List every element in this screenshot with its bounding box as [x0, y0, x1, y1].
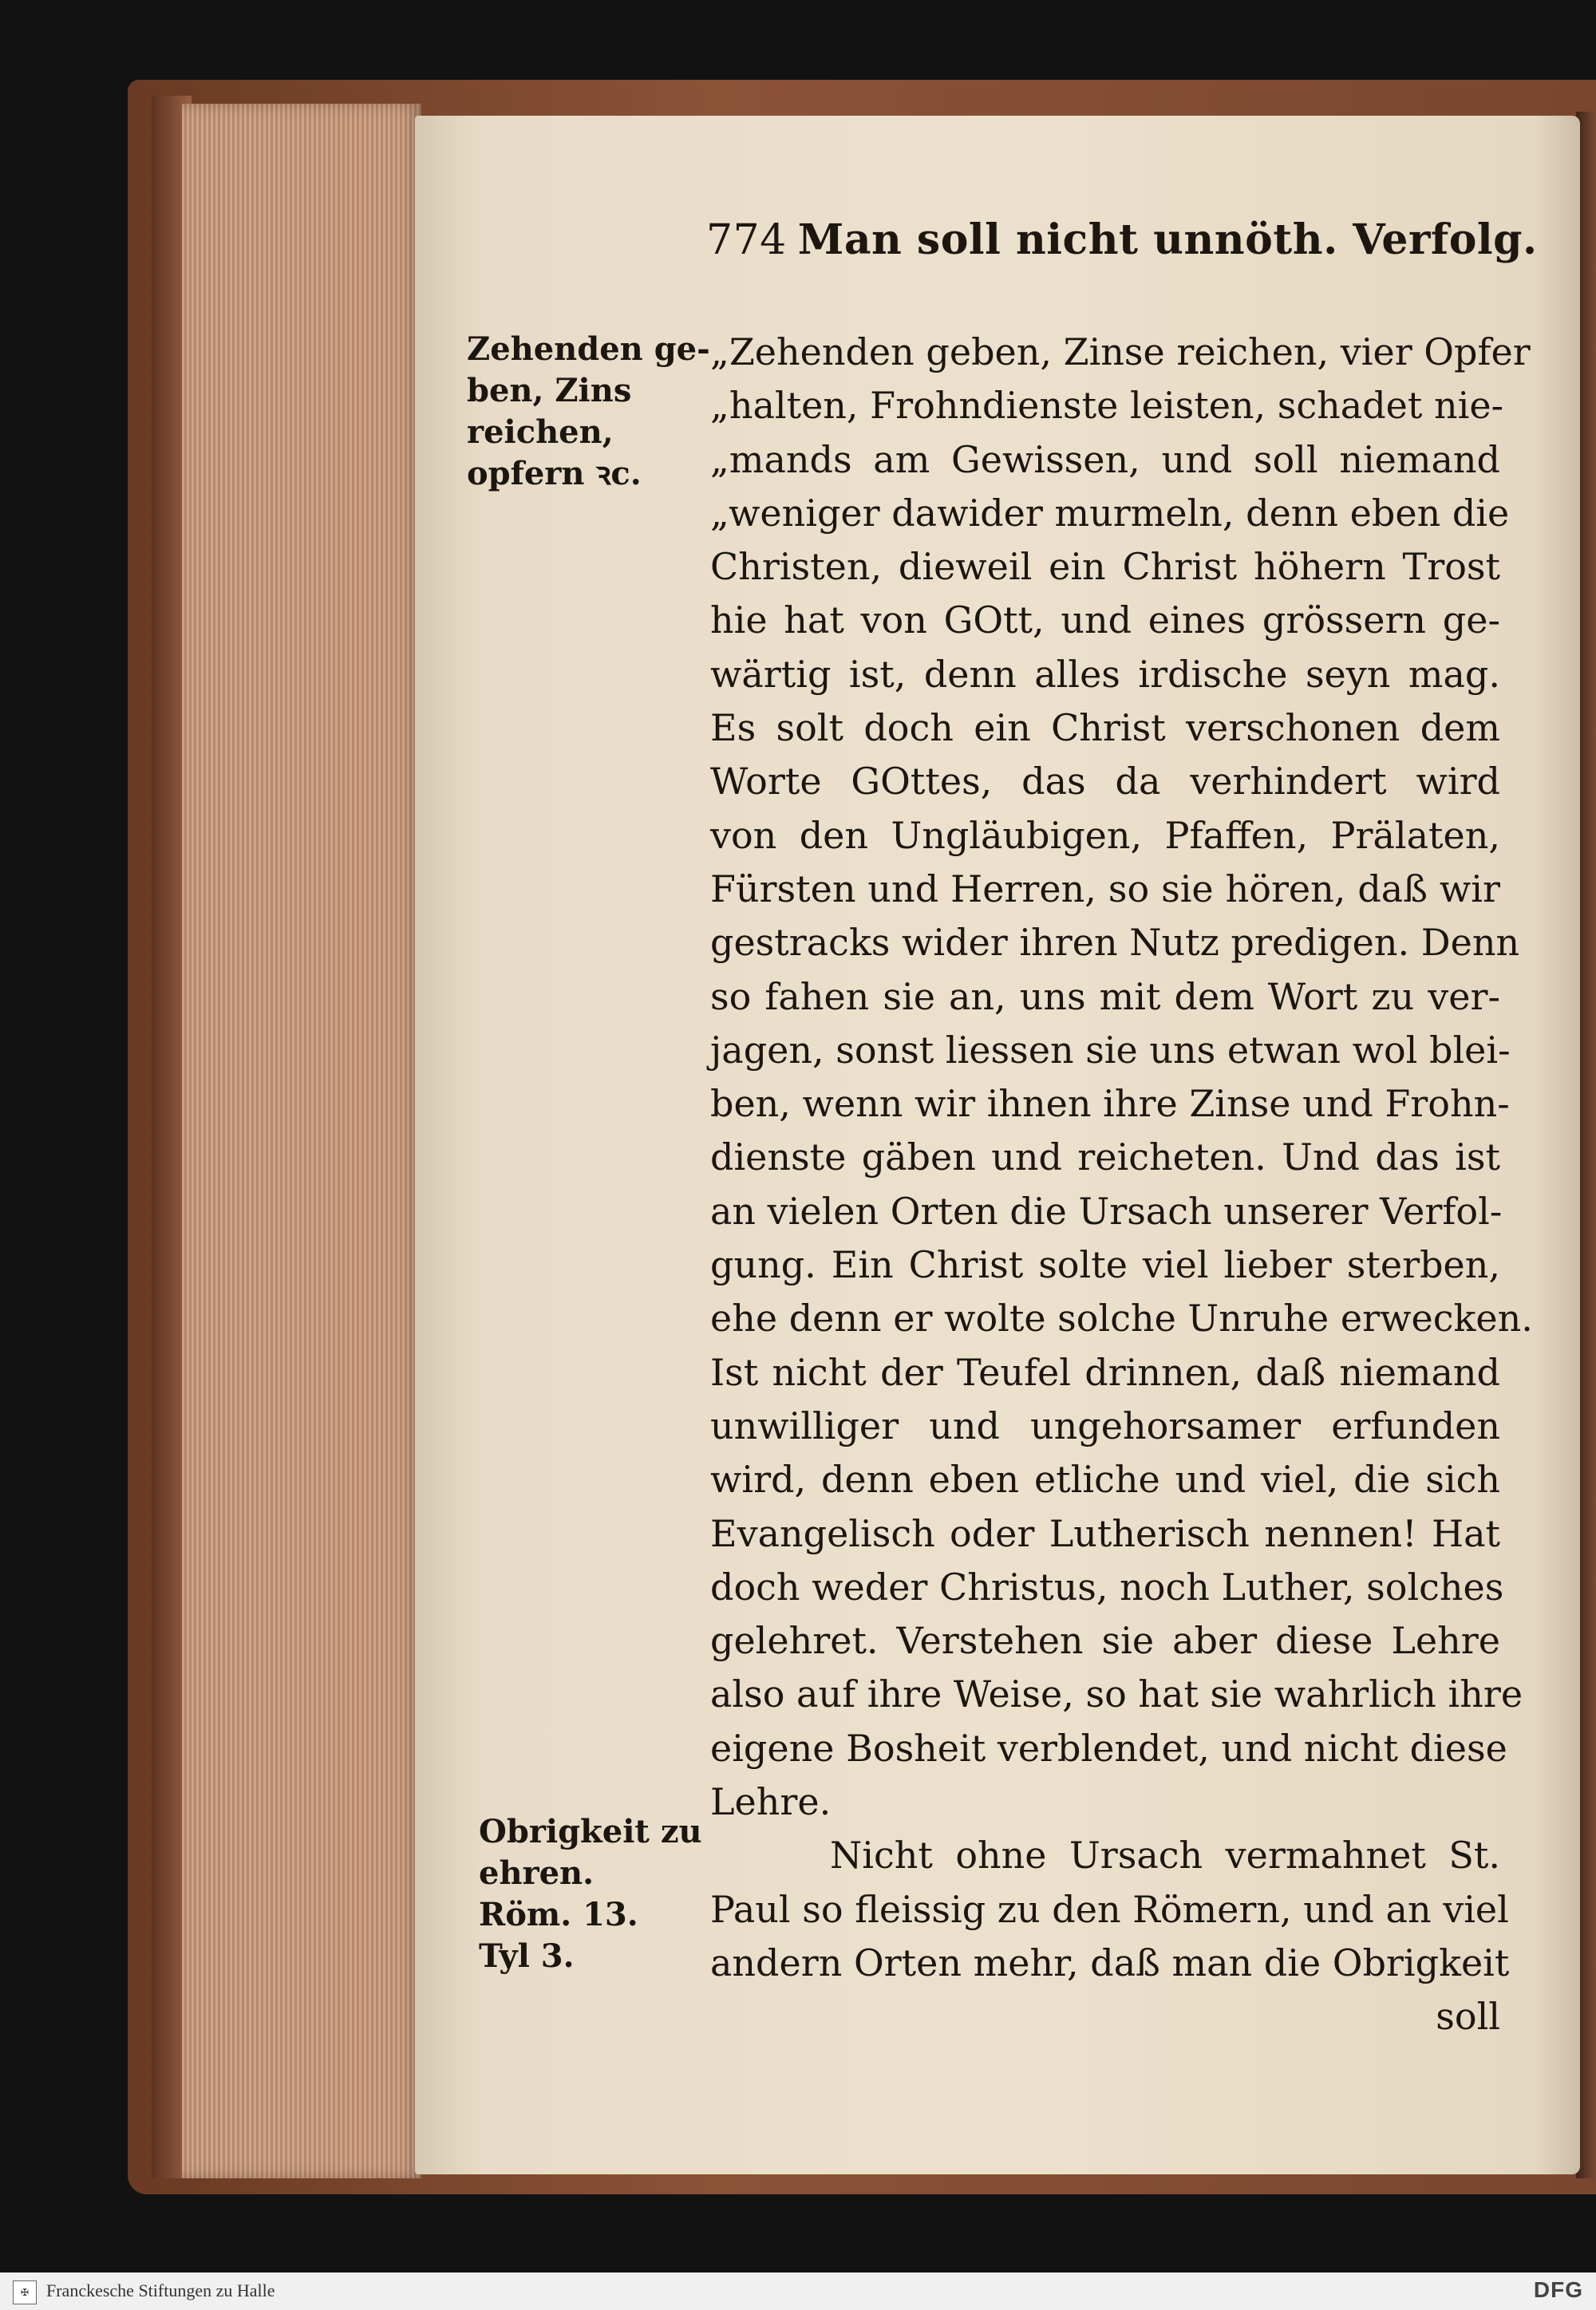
institution-logo-icon: ✠: [13, 2280, 37, 2304]
text-line: Es solt doch ein Christ verschonen dem: [710, 706, 1500, 750]
margin-note-line: Röm. 13.: [479, 1896, 638, 1933]
text-line: ehe denn er wolte solche Unruhe erwecken.: [710, 1297, 1533, 1341]
text-line: Fürsten und Herren, so sie hören, daß wir: [710, 867, 1500, 910]
institution-name: Franckesche Stiftungen zu Halle: [46, 2280, 275, 2300]
page-block-edges: [182, 104, 421, 2178]
text-line: so fahen sie an, uns mit dem Wort zu ver-: [710, 974, 1500, 1018]
text-line: unwilliger und ungehorsamer erfunden: [710, 1404, 1500, 1447]
text-line: doch weder Christus, noch Luther, solches: [710, 1565, 1504, 1609]
text-line: jagen, sonst liessen sie uns etwan wol blei-: [710, 1028, 1511, 1072]
text-line: dienste gäben und reicheten. Und das ist: [710, 1135, 1500, 1179]
running-head-title: Man soll nicht unnöth. Verfolg.: [797, 215, 1538, 264]
text-line: Lehre.: [710, 1780, 832, 1824]
text-line: „weniger dawider murmeln, denn eben die: [710, 491, 1510, 535]
text-line: Evangelisch oder Lutherisch nennen! Hat: [710, 1511, 1500, 1555]
text-line: wird, denn eben etliche und viel, die sich: [710, 1458, 1500, 1502]
text-line: „halten, Frohndienste leisten, schadet nie-: [710, 384, 1504, 428]
margin-note-authority: [479, 1811, 702, 1977]
page-number: 774: [706, 216, 787, 264]
text-line: also auf ihre Weise, so hat sie wahrlich ihre: [710, 1672, 1523, 1716]
margin-note-line: opfern ꝛc.: [467, 455, 642, 492]
margin-note-line: Obrigkeit zu: [479, 1813, 702, 1850]
margin-note-line: ben, Zins: [467, 372, 632, 409]
text-line: Paul so fleissig zu den Römern, und an viel: [710, 1887, 1509, 1931]
margin-note-tithes: [467, 329, 710, 495]
text-line: ben, wenn wir ihnen ihre Zinse und Frohn-: [710, 1082, 1510, 1126]
text-line: Christen, dieweil ein Christ höhern Trost: [710, 545, 1500, 589]
text-line: andern Orten mehr, daß man die Obrigkeit: [710, 1941, 1510, 1984]
margin-note-line: ehren.: [479, 1854, 595, 1892]
text-line: wärtig ist, denn alles irdische seyn mag.: [710, 652, 1500, 696]
catchword: soll: [1436, 1995, 1500, 2039]
text-line: gung. Ein Christ solte viel lieber sterben,: [710, 1243, 1500, 1287]
viewer-footer: [0, 2272, 1596, 2310]
text-line: gelehret. Verstehen sie aber diese Lehre: [710, 1619, 1500, 1663]
text-line: eigene Bosheit verblendet, und nicht diese: [710, 1726, 1507, 1770]
text-line: Worte GOttes, das da verhindert wird: [710, 760, 1500, 804]
margin-note-line: Zehenden ge-: [467, 330, 710, 368]
text-line: gestracks wider ihren Nutz predigen. Denn: [710, 921, 1520, 965]
text-line: Ist nicht der Teufel drinnen, daß niemand: [710, 1350, 1500, 1394]
text-line: an vielen Orten die Ursach unserer Verfol-: [710, 1189, 1503, 1233]
body-text: [710, 326, 1533, 2044]
margin-note-line: reichen,: [467, 413, 614, 451]
text-line: „Zehenden geben, Zinse reichen, vier Opfer: [710, 330, 1531, 373]
margin-note-line: Tyl 3.: [479, 1937, 575, 1975]
running-head: [706, 215, 1538, 287]
dfg-badge: DFG: [1533, 2277, 1583, 2302]
text-line: von den Ungläubigen, Pfaffen, Prälaten,: [710, 813, 1500, 857]
text-line: hie hat von GOtt, und eines grössern ge-: [710, 598, 1500, 642]
text-line: Nicht ohne Ursach vermahnet St.: [830, 1834, 1500, 1878]
text-line: „mands am Gewissen, und soll niemand: [710, 437, 1500, 481]
